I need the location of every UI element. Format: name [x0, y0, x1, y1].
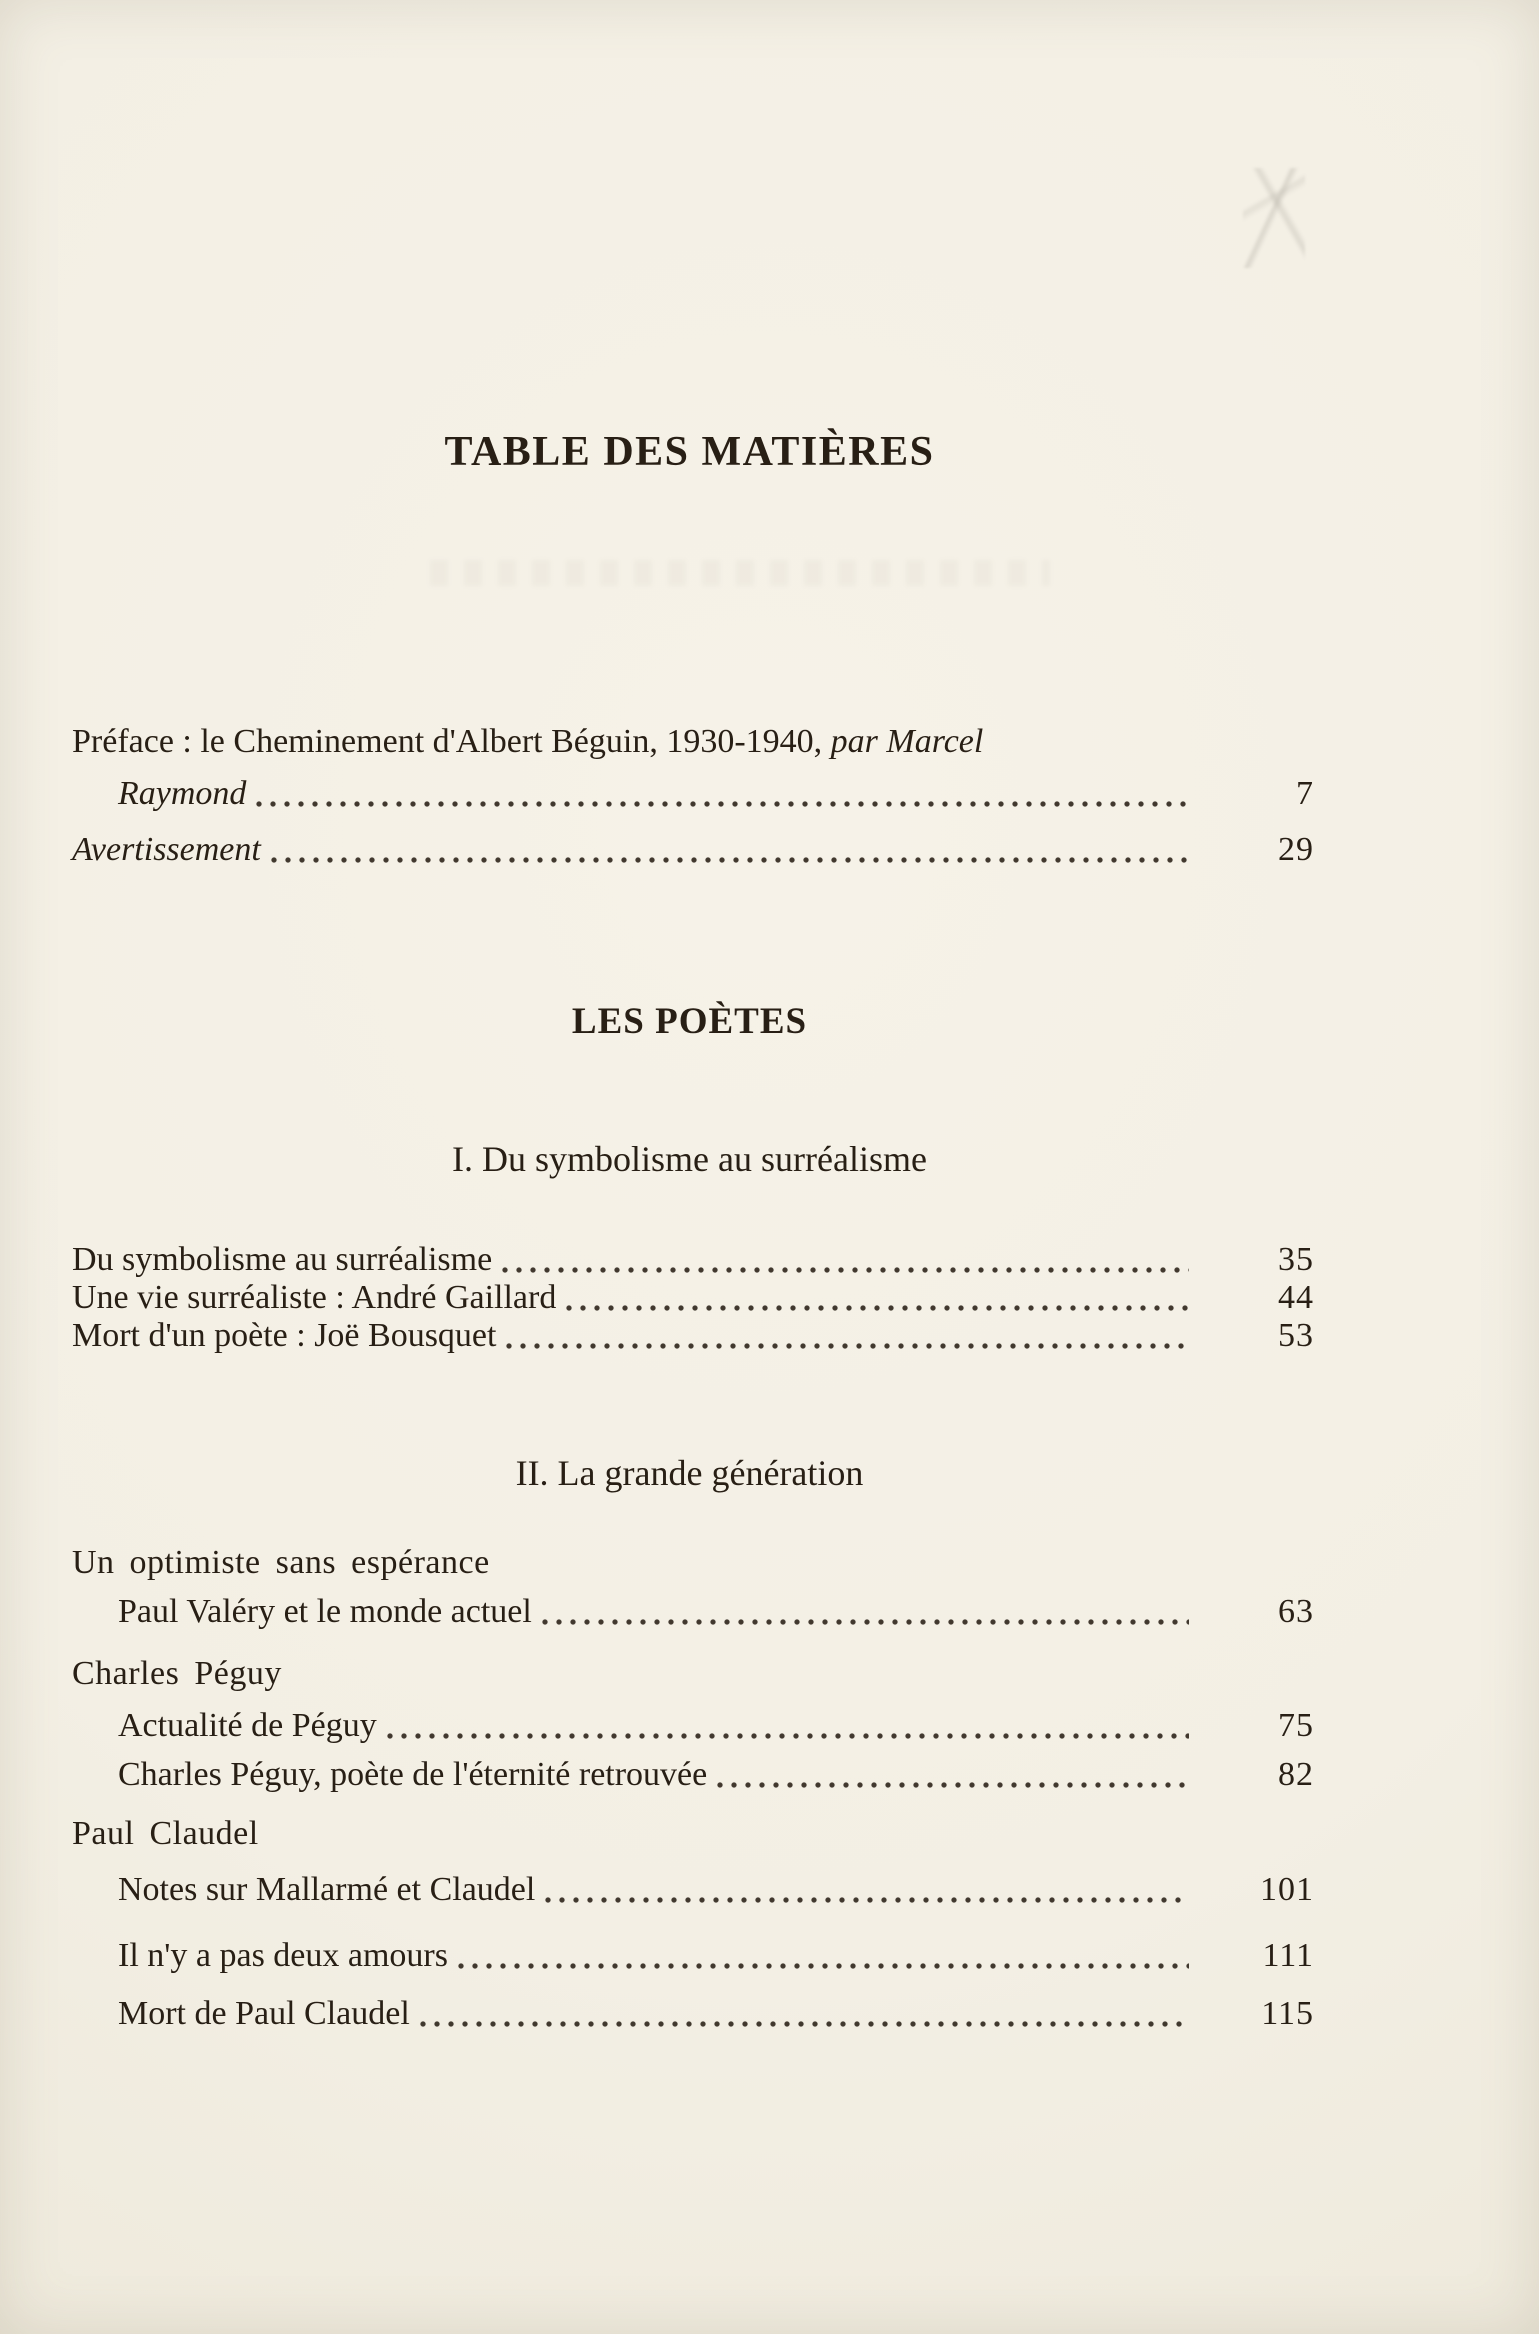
dot-leader	[502, 1267, 1189, 1273]
dot-leader	[717, 1782, 1189, 1788]
toc-entry	[72, 1994, 1314, 2034]
section-1-heading: I. Du symbolisme au surréalisme	[452, 1139, 927, 1179]
page-number: 63	[1278, 1593, 1314, 1630]
toc-entry-preface-line1	[72, 722, 1314, 762]
group-title: Charles Péguy	[72, 1655, 282, 1692]
preface-italic-text: par Marcel	[830, 723, 984, 760]
group-title: Paul Claudel	[72, 1815, 259, 1852]
entry-title: Charles Péguy, poète de l'éternité retrouvée	[118, 1756, 708, 1793]
page-number: 44	[1278, 1279, 1314, 1316]
page-number: 101	[1260, 1871, 1314, 1908]
entry-title: Il n'y a pas deux amours	[118, 1937, 448, 1974]
bleed-through-ghost	[430, 560, 1050, 586]
entry-title: Mort d'un poète : Joë Bousquet	[72, 1317, 497, 1354]
dot-leader	[387, 1733, 1189, 1739]
toc-entry	[72, 1316, 1314, 1356]
section-2-heading: II. La grande génération	[515, 1453, 864, 1493]
toc-entry-preface-line2	[72, 774, 1314, 814]
dot-leader	[256, 801, 1189, 807]
toc-entry-avertissement	[72, 830, 1314, 870]
dot-leader	[542, 1619, 1189, 1625]
entry-title: Raymond	[118, 775, 247, 812]
page-number: 82	[1278, 1756, 1314, 1793]
entry-title: Paul Valéry et le monde actuel	[118, 1593, 532, 1630]
group-title: Un optimiste sans espérance	[72, 1544, 490, 1581]
dot-leader	[458, 1963, 1189, 1969]
page-number: 53	[1278, 1317, 1314, 1354]
page-number: 29	[1278, 831, 1314, 868]
entry-title: Notes sur Mallarmé et Claudel	[118, 1871, 536, 1908]
part-heading: LES POÈTES	[571, 1001, 808, 1042]
entry-title: Du symbolisme au surréalisme	[72, 1241, 493, 1278]
entry-title: Mort de Paul Claudel	[118, 1995, 410, 2032]
entry-title: Avertissement	[72, 831, 261, 868]
page-number: 7	[1296, 775, 1314, 812]
entry-title: Une vie surréaliste : André Gaillard	[72, 1279, 557, 1316]
page-number: 75	[1278, 1707, 1314, 1744]
toc-entry	[72, 1592, 1314, 1632]
entry-title: Actualité de Péguy	[118, 1707, 377, 1744]
toc-entry	[72, 1936, 1314, 1976]
preface-roman-text: Préface : le Cheminement d'Albert Béguin, 1930-1940,	[72, 723, 823, 760]
dot-leader	[420, 2021, 1189, 2027]
toc-entry	[72, 1278, 1314, 1318]
toc-entry	[72, 1240, 1314, 1280]
pencil-smudge	[1243, 168, 1305, 268]
dot-leader	[566, 1305, 1189, 1311]
dot-leader	[506, 1343, 1189, 1349]
dot-leader	[271, 857, 1189, 863]
toc-entry	[72, 1755, 1314, 1795]
dot-leader	[545, 1897, 1189, 1903]
page-number: 111	[1262, 1937, 1314, 1974]
page-number: 35	[1278, 1241, 1314, 1278]
page-number: 115	[1261, 1995, 1314, 2032]
toc-entry	[72, 1706, 1314, 1746]
toc-entry	[72, 1870, 1314, 1910]
page-title: TABLE DES MATIÈRES	[444, 429, 935, 475]
